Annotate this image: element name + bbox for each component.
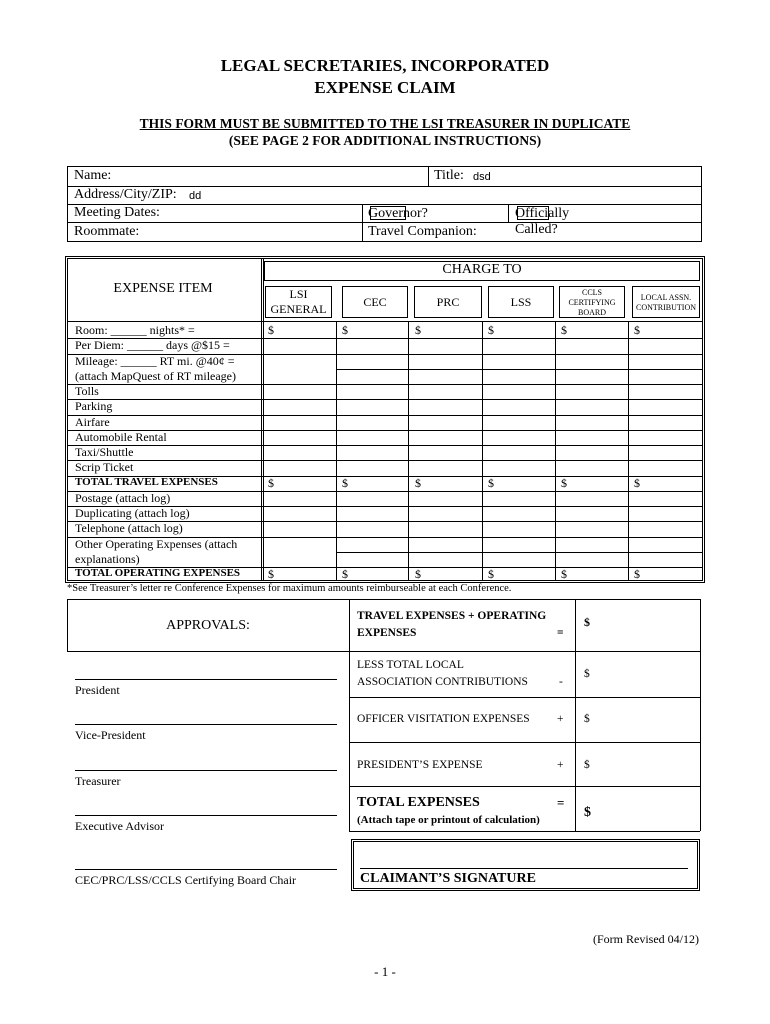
claimant-info-box: [67, 166, 702, 242]
name-field[interactable]: [76, 168, 356, 184]
org-title: LEGAL SECRETARIES, INCORPORATED: [220, 56, 550, 75]
treasurer-signature-line[interactable]: [75, 770, 337, 771]
dollar-sign: $: [584, 759, 590, 771]
approvals-title: APPROVALS:: [166, 618, 250, 633]
expense-row-label: Duplicating (attach log): [75, 506, 190, 520]
charge-to-header: CHARGE TO: [264, 261, 700, 281]
dollar-sign: $: [561, 475, 567, 490]
expense-row-label: Taxi/Shuttle: [75, 445, 134, 459]
expense-row-label: Tolls: [75, 384, 99, 398]
dollar-sign: $: [415, 323, 421, 337]
instruction-duplicate: THIS FORM MUST BE SUBMITTED TO THE LSI TREASURER IN DUPLICATE: [139, 116, 631, 131]
president-signature-line[interactable]: [75, 679, 337, 680]
dollar-sign: $: [268, 323, 274, 337]
equals-sign: =: [557, 627, 564, 639]
vice-president-signature-line[interactable]: [75, 724, 337, 725]
expense-row-label: Postage (attach log): [75, 490, 171, 505]
expense-row-label: Other Operating Expenses (attach: [75, 536, 238, 551]
dollar-sign: $: [561, 567, 567, 581]
expense-row-label: Parking: [75, 399, 113, 414]
dollar-sign: $: [584, 668, 590, 680]
plus-sign: +: [557, 759, 564, 771]
dollar-sign: $: [488, 567, 494, 581]
col-prc: PRC: [414, 286, 482, 318]
travel-companion-label: Travel Companion:: [368, 224, 477, 239]
row-divider: [68, 415, 702, 416]
expense-row-label: Room: ______ nights* =: [75, 323, 195, 337]
expense-table: [65, 256, 705, 583]
president-expense-label: PRESIDENT’S EXPENSE: [357, 759, 483, 771]
row-divider: [68, 460, 702, 461]
governor-checkbox[interactable]: [370, 206, 406, 220]
approvals-summary: [67, 599, 700, 894]
dollar-sign: $: [415, 475, 421, 490]
total-expenses-note: (Attach tape or printout of calculation): [357, 814, 540, 826]
officially-called-label: Officially Called?: [515, 206, 570, 237]
page-number: - 1 -: [374, 964, 396, 979]
row-divider: [336, 369, 702, 370]
vice-president-label: Vice-President: [75, 728, 146, 742]
col-local-assn: LOCAL ASSN. CONTRIBUTION: [632, 286, 700, 318]
board-chair-label: CEC/PRC/LSS/CCLS Certifying Board Chair: [75, 873, 297, 887]
expense-row-label: Scrip Ticket: [75, 460, 134, 475]
dollar-sign: $: [634, 323, 640, 337]
president-label: President: [75, 683, 120, 697]
dollar-sign: $: [268, 567, 274, 581]
officer-visitation-label: OFFICER VISITATION EXPENSES: [357, 713, 530, 725]
dollar-sign: $: [634, 567, 640, 581]
minus-sign: -: [559, 676, 563, 688]
dollar-sign: $: [342, 475, 348, 490]
title-field[interactable]: dsd: [473, 171, 491, 183]
executive-advisor-signature-line[interactable]: [75, 815, 337, 816]
equals-sign: =: [557, 795, 565, 810]
dollar-sign: $: [342, 567, 348, 581]
row-divider: [68, 399, 702, 400]
dollar-sign: $: [488, 475, 494, 490]
claimant-signature-box: [351, 839, 700, 891]
roommate-label: Roommate:: [74, 224, 140, 239]
dollar-sign: $: [561, 323, 567, 337]
dollar-sign: $: [342, 323, 348, 337]
board-chair-signature-line[interactable]: [75, 869, 337, 870]
meeting-dates-label: Meeting Dates:: [74, 205, 160, 220]
expense-row-label: Airfare: [75, 414, 110, 429]
expense-item-header: EXPENSE ITEM: [113, 281, 213, 296]
row-divider: [336, 552, 702, 553]
expense-row-label: Mileage: ______ RT mi. @40¢ =: [75, 353, 235, 368]
col-lss: LSS: [488, 286, 554, 318]
total-expenses-label: TOTAL EXPENSES: [357, 795, 480, 810]
claimant-signature-line[interactable]: [360, 868, 688, 869]
dollar-sign: $: [415, 567, 421, 581]
instruction-page2: (SEE PAGE 2 FOR ADDITIONAL INSTRUCTIONS): [228, 133, 542, 148]
dollar-sign: $: [584, 713, 590, 725]
address-field[interactable]: dd: [189, 190, 202, 202]
form-revised: (Form Revised 04/12): [593, 932, 699, 946]
expense-row-label: explanations): [75, 551, 140, 566]
dollar-sign: $: [584, 615, 590, 629]
title-label: Title:: [434, 168, 464, 183]
governor-label: Governor?: [368, 206, 428, 221]
expense-row-label: TOTAL OPERATING EXPENSES: [75, 567, 241, 579]
treasurer-label: Treasurer: [75, 774, 121, 788]
claimant-signature-label: CLAIMANT’S SIGNATURE: [360, 871, 536, 886]
row-divider: [68, 384, 702, 385]
officially-called-checkbox[interactable]: [517, 206, 549, 220]
address-label: Address/City/ZIP:: [74, 187, 177, 202]
dollar-sign: $: [584, 805, 591, 820]
col-ccls: CCLS CERTIFYING BOARD: [559, 286, 625, 318]
executive-advisor-label: Executive Advisor: [75, 819, 164, 833]
col-lsi-general: LSI GENERAL: [265, 286, 332, 318]
row-divider: [68, 445, 702, 446]
col-cec: CEC: [342, 286, 408, 318]
dollar-sign: $: [268, 475, 274, 490]
travel-plus-operating-label: TRAVEL EXPENSES + OPERATING EXPENSES: [357, 610, 547, 639]
dollar-sign: $: [634, 475, 640, 490]
expense-row-label: TOTAL TRAVEL EXPENSES: [75, 475, 218, 488]
name-label: Name:: [74, 168, 112, 183]
footnote: *See Treasurer’s letter re Conference Expenses for maximum amounts reimburseable at each Conference.: [67, 583, 512, 594]
expense-row-label: Telephone (attach log): [75, 521, 183, 536]
dollar-sign: $: [488, 323, 494, 337]
expense-row-label: (attach MapQuest of RT mileage): [75, 368, 237, 383]
plus-sign: +: [557, 713, 564, 725]
expense-row-label: Per Diem: ______ days @$15 =: [75, 338, 230, 353]
expense-row-label: Automobile Rental: [75, 429, 167, 444]
less-local-label: LESS TOTAL LOCAL ASSOCIATION CONTRIBUTIONS: [357, 659, 528, 688]
form-title: EXPENSE CLAIM: [314, 78, 456, 97]
